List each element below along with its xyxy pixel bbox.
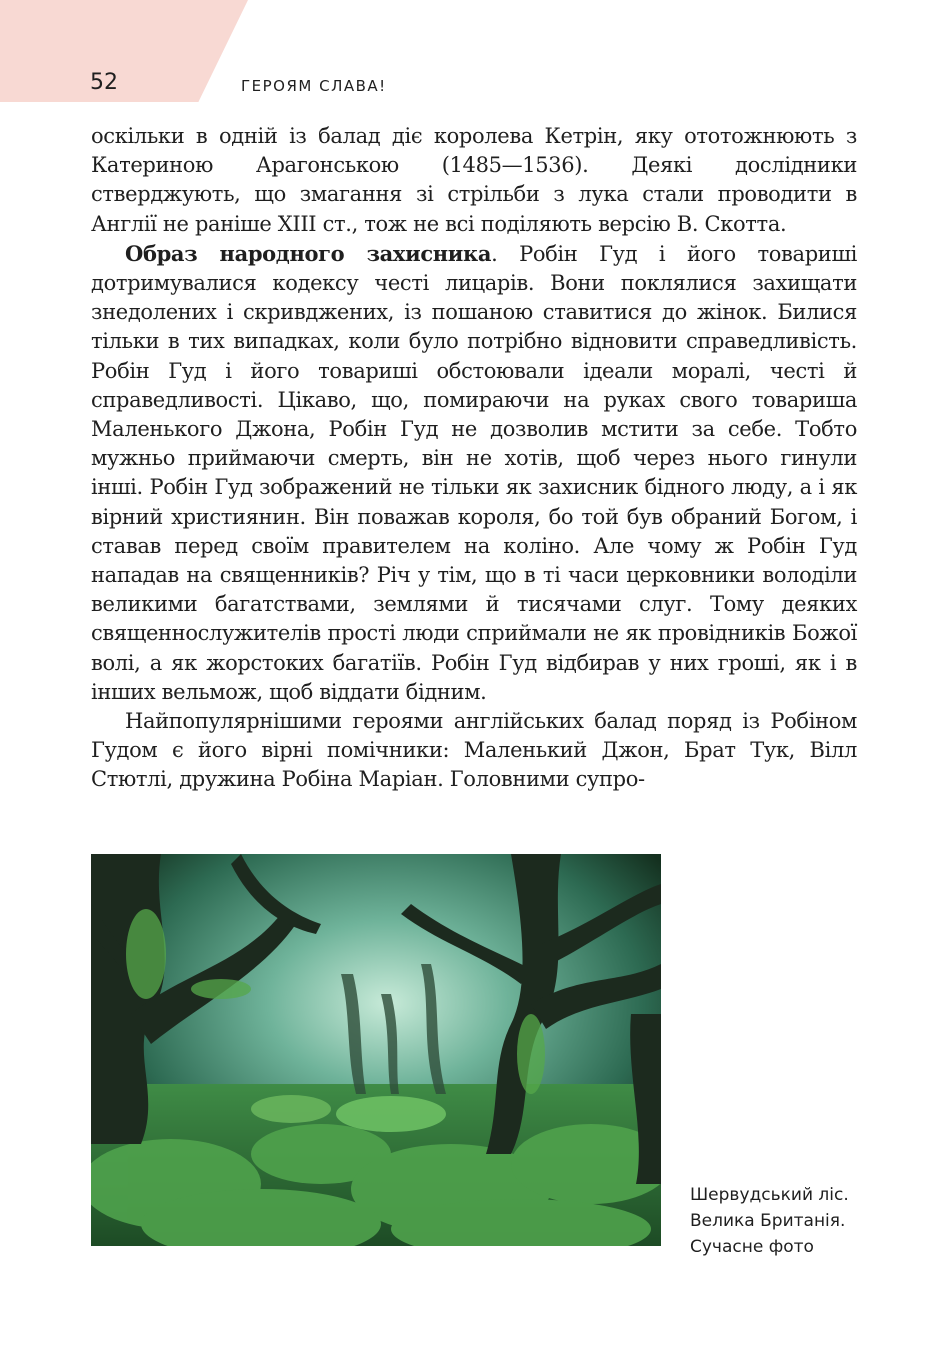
paragraph-1: оскільки в одній із балад діє королева Кетрін, яку ототожнюють з Катериною Арагонською (1485—1536). Деякі дослідники стверджують, що змагання зі стрільби з лука стали проводити в Англії не раніше XIII ст., тож не всі поділяють версію В. Скотта. bbox=[91, 124, 857, 236]
forest-photo bbox=[91, 854, 661, 1246]
header-corner-decoration bbox=[0, 0, 248, 102]
running-title: ГЕРОЯМ СЛАВА! bbox=[241, 77, 387, 95]
paragraph-2 bbox=[91, 239, 857, 707]
page-number: 52 bbox=[90, 70, 118, 95]
caption-line: Шервудський ліс. bbox=[690, 1185, 849, 1205]
caption-line: Сучасне фото bbox=[690, 1237, 814, 1257]
paragraph-2-text: . Робін Гуд і його товариші дотримувалися кодексу честі лицарів. Вони поклялися захищати знедолених і скривджених, із пошаною ставитися до жінок. Билися тільки в тих випадках, коли було потрібно відновити справедливість. Робін Гуд і його товариші обстоювали ідеали моралі, честі й справедливості. Цікаво, що, помираючи на руках свого товариша Маленького Джона, Робін Гуд не дозволив мстити за себе. Тобто мужньо приймаючи смерть, він не хотів, щоб через нього гинули інші. Робін Гуд зображений не тільки як захисник бідного люду, а і як вірний християнин. Він поважав короля, бо той був обраний Богом, і ставав перед своїм правителем на коліно. Але чому ж Робін Гуд нападав на священників? Річ у тім, що в ті часи церковники володіли великими багатствами, землями й тисячами слуг. Тому деяких священнослужителів прості люди сприймали не як провідників Божої волі, а як жорстоких багатіїв. Робін Гуд відбирав у них гроші, як і в інших вельмож, щоб віддати бідним. bbox=[91, 241, 857, 704]
body-text bbox=[91, 122, 857, 795]
photo-caption bbox=[690, 1182, 849, 1260]
paragraph-3: Найпопулярнішими героями англійських балад поряд із Робіном Гудом є його вірні помічники: Маленький Джон, Брат Тук, Вілл Стютлі, дружина Робіна Маріан. Головними супро- bbox=[91, 709, 857, 792]
caption-line: Велика Британія. bbox=[690, 1211, 846, 1231]
section-heading: Образ народного захисника bbox=[125, 240, 492, 266]
